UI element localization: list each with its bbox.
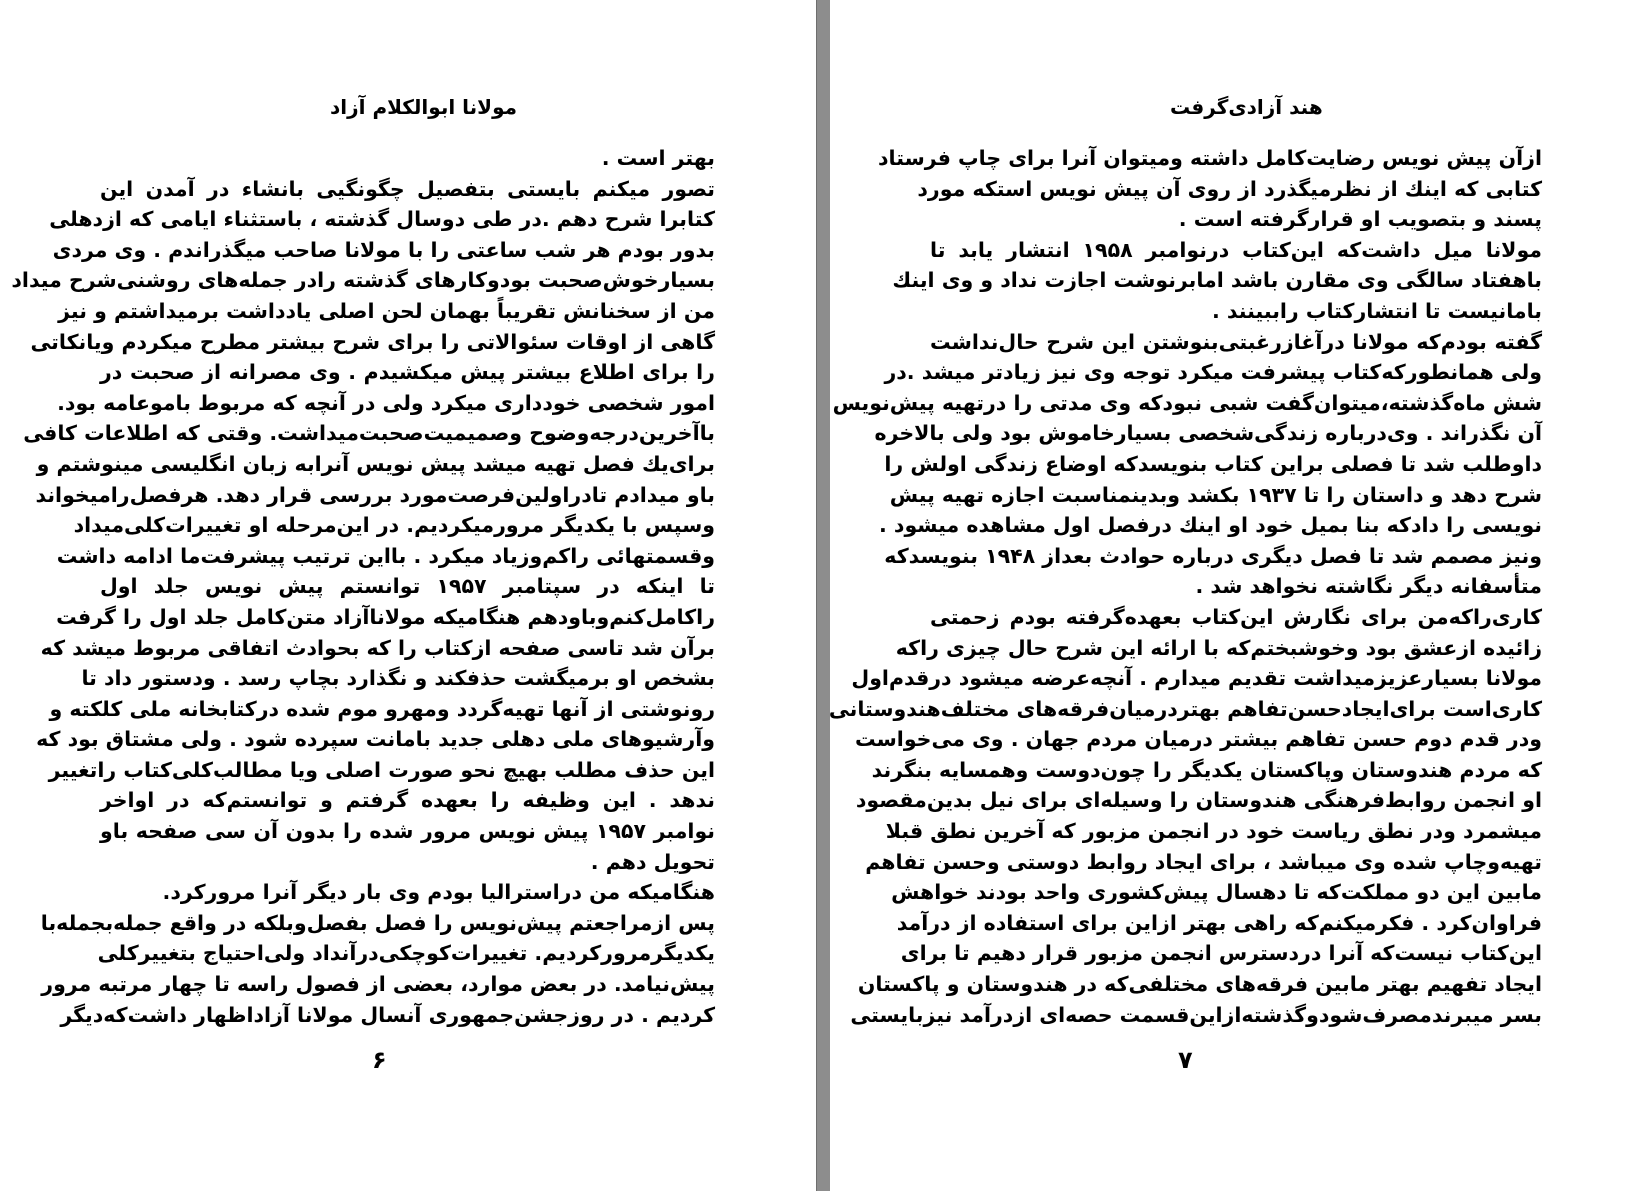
text-line: این حذف مطلب بهیچ نحو صورت اصلی ویا مطالب‌کلی‌کتاب را‌تغییر xyxy=(48,757,715,782)
text-line: را برای اطلاع بیشتر پیش میکشیدم . وی مصرانه از صحبت در xyxy=(100,360,715,385)
text-line: کاری‌راکه‌من برای نگارش این‌کتاب بعهده‌گرفته بودم زحمتی xyxy=(930,604,1542,629)
text-line: بدور بودم هر شب ساعتی را با مولانا صاحب میگذراندم . وی مردی xyxy=(52,237,715,262)
text-line: او انجمن روابط‌فرهنگی هندوستان را وسیله‌ای برای نیل بدین‌مقصود xyxy=(855,788,1542,813)
text-line: مولانا بسیارعزیزمیداشت تقدیم میدارم . آنچه‌عرضه میشود درقدم‌اول xyxy=(851,666,1542,691)
text-line: کردیم . در روزجشن‌جمهوری آنسال مولانا آزاداظهار داشت‌که‌دیگر xyxy=(60,1002,715,1027)
text-line: یکدیگرمرورکردیم. تغییرات‌کوچکی‌در‌آنداد ولی‌احتیاج بتغییرکلی xyxy=(97,941,715,966)
text-line: ونیز مصمم شد تا فصل دیگری درباره حوادث بعداز ۱۹۴۸ بنویسدکه xyxy=(884,543,1542,568)
text-line: گاهی از اوقات سئوالاتی را برای شرح بیشتر مطرح میکردم ویانکاتی xyxy=(30,329,715,354)
left-page xyxy=(0,0,816,1191)
text-line: بشخص او برمیگشت حذفکند و نگذارد بچاپ رسد . ودستور داد تا xyxy=(81,666,715,691)
text-line: وقسمتهائی راکم‌وزیاد میکرد . بااین ترتیب پیشرفت‌ما ادامه داشت xyxy=(56,543,715,568)
left-page-body xyxy=(11,143,716,1030)
text-line: هنگامیکه من دراسترالیا بودم وی بار دیگر آنرا مرورکرد. xyxy=(162,880,715,905)
text-line: راکامل‌کنم‌وباودهم هنگامیکه مولاناآزاد متن‌کامل جلد اول را گرفت xyxy=(56,604,715,629)
text-line: بامانیست تا انتشارکتاب راببینند . xyxy=(1211,298,1542,323)
text-line: میشمرد ودر نطق ریاست خود در انجمن مزبور که آخرین نطق قبلا xyxy=(885,819,1542,844)
text-line: بسیارخوش‌صحبت بودوکارهای گذشته رادر جمله‌های روشنی‌شرح میداد xyxy=(11,268,715,293)
text-line: پسند و بتصویب او قرارگرفته است . xyxy=(1178,207,1542,232)
text-line: ندهد . این وظیفه را بعهده گرفتم و توانستم‌که در اواخر xyxy=(100,788,715,813)
text-line: ایجاد تفهیم بهتر مابین فرقه‌های مختلفی‌که در هندوستان و پاکستان xyxy=(857,972,1542,997)
text-line: گفته بودم‌که مولانا درآغازرغبتی‌بنوشتن این شرح حال‌نداشت xyxy=(930,329,1542,354)
text-line: باهفتاد سالگی وی مقارن باشد امابرنوشت اجازت نداد و وی اینك xyxy=(892,268,1542,293)
text-line: کاری‌است برای‌ایجادحسن‌تفاهم بهتردرمیان‌فرقه‌های مختلف‌هندوستانی xyxy=(828,696,1542,721)
left-page-number: ۶ xyxy=(372,1046,387,1074)
text-line: کتابی که اینك از نظرمیگذرد از روی آن پیش نویس استکه مورد xyxy=(917,176,1542,201)
text-line: شش ماه‌گذشته،میتوان‌گفت شبی نبودکه وی مدتی را درتهیه پیش‌نویس xyxy=(832,390,1542,415)
text-line: مولانا میل داشت‌که این‌کتاب درنوامبر ۱۹۵۸ انتشار یابد تا xyxy=(930,237,1542,262)
right-page xyxy=(830,0,1639,1191)
text-line: کتابرا شرح دهم .در طی دوسال گذشته ، باستثناء ایامی که ازدهلی xyxy=(49,207,715,232)
text-line: ولی همانطورکه‌کتاب پیشرفت میکرد توجه وی نیز زیادتر میشد .در xyxy=(884,360,1542,385)
text-line: من از سخنانش تقریباً بهمان لحن اصلی یادداشت برمیداشتم و نیز xyxy=(58,298,715,323)
text-line: بر‌آن شد تاسی صفحه ازکتاب را که بحوادث اتفاقی مربوط میشد که xyxy=(40,635,715,660)
text-line: آن نگذراند . وی‌درباره زندگی‌شخصی بسیارخاموش بود ولی بالاخره xyxy=(874,421,1542,446)
text-line: تهیه‌وچاپ شده وی میباشد ، برای ایجاد روابط دوستی وحسن تفاهم xyxy=(865,849,1542,874)
text-line: امور شخصی خودداری میکرد ولی در آنچه که مربوط باموعامه بود. xyxy=(57,390,715,415)
text-line: باآخرین‌درجه‌وضوح وصمیمیت‌صحبت‌میداشت. وقتی که اطلاعات کافی xyxy=(23,421,715,446)
text-line: داوطلب شد تا فصلی براین کتاب بنویسدکه اوضاع زندگی اولش را xyxy=(884,451,1542,476)
text-line: زائیده ازعشق بود وخوشبختم‌که با ارائه این شرح حال چیزی راکه xyxy=(895,635,1542,660)
text-line: وسپس با یکدیگر مرورمیکردیم. در این‌مرحله او تغییرات‌کلی‌میداد xyxy=(73,513,715,538)
text-line: تا اینکه در سپتامبر ۱۹۵۷ توانستم پیش نویس جلد اول xyxy=(100,574,715,599)
text-line: مابین این دو مملکت‌که تا دهسال پیش‌کشوری واحد بودند خواهش xyxy=(891,880,1542,905)
text-line: برای‌یك فصل تهیه میشد پیش نویس آنرابه زبان انگلیسی مینوشتم و xyxy=(36,451,715,476)
right-page-number: ۷ xyxy=(1178,1046,1193,1074)
text-line: متأسفانه دیگر نگاشته نخواهد شد . xyxy=(1195,574,1542,599)
text-line: نویسی را دادکه بنا بمیل خود او اینك درفصل اول مشاهده میشود . xyxy=(879,513,1542,538)
text-line: پس ازمراجعتم پیش‌نویس را فصل بفصل‌وبلکه در واقع جمله‌بجمله‌با xyxy=(40,910,715,935)
text-line: ازآن پیش نویس رضایت‌کامل داشته ومیتوان آنرا برای چاپ فرستاد xyxy=(878,146,1542,170)
left-running-head: مولانا ابوالکلام آزاد xyxy=(330,95,517,119)
text-line: تصور میکنم بایستی بتفصیل چگونگیی بانشاء در آمدن این xyxy=(100,176,715,201)
text-line: فراوان‌کرد . فکرمیکنم‌که راهی بهتر ازاین برای استفاده از درآمد xyxy=(896,910,1542,935)
text-line: ودر قدم دوم حسن تفاهم بیشتر درمیان مردم جهان . وی می‌خواست xyxy=(854,727,1542,752)
text-line: تحویل دهم . xyxy=(590,849,715,874)
text-line: شرح دهد و داستان را تا ۱۹۳۷ بکشد وبدینمناسبت اجازه تهیه پیش xyxy=(889,482,1542,507)
text-line: که مردم هندوستان وپاکستان یکدیگر را چون‌دوست وهمسایه بنگرند xyxy=(871,757,1542,782)
right-page-body xyxy=(828,143,1542,1030)
text-line: پیش‌نیامد. در بعض موارد، بعضی از فصول راسه تا چهار مرتبه مرور xyxy=(41,972,715,997)
text-line: رونوشتی از آنها تهیه‌گردد ومهرو موم شده درکتابخانه ملی کلکته و xyxy=(49,696,715,721)
text-line: باو میدادم تادراولین‌فرصت‌مورد بررسی قرار دهد. هرفصل‌رامیخواند xyxy=(35,482,715,507)
text-line: بسر میبرندمصرف‌شودوگذشته‌ازاین‌قسمت حصه‌ای ازدرآمد نیزبایستی xyxy=(850,1002,1542,1027)
text-line: وآرشیوهای ملی دهلی جدید بامانت سپرده شود . ولی مشتاق بود که xyxy=(36,727,715,752)
text-line: نوامبر ۱۹۵۷ پیش نویس مرور شده را بدون آن سی صفحه باو xyxy=(100,819,716,844)
right-running-head: هند آزادی‌گرفت xyxy=(1170,95,1323,119)
text-line: این‌کتاب نیست‌که آنرا دردسترس انجمن مزبور قرار دهیم تا برای xyxy=(900,941,1542,966)
text-line: بهتر است . xyxy=(601,146,715,170)
